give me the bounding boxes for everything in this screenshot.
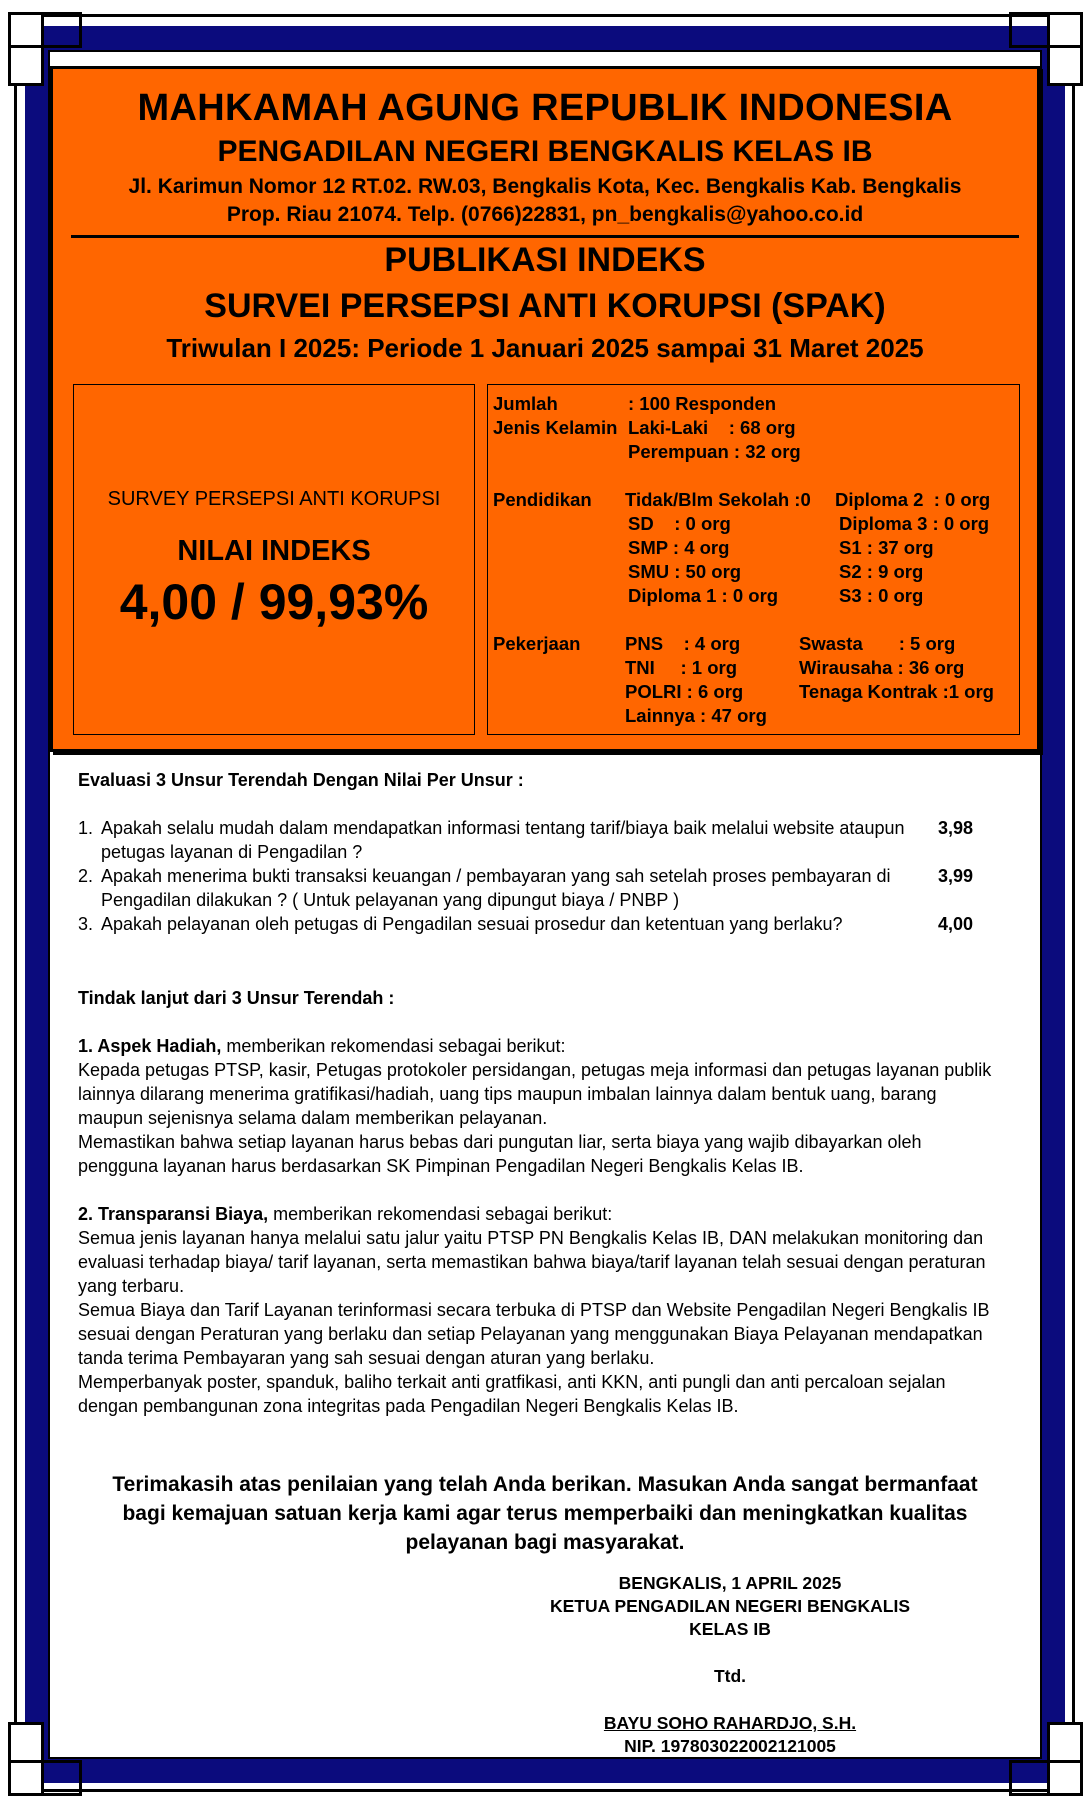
signatory-name: BAYU SOHO RAHARDJO, S.H. [603, 1713, 857, 1733]
address-line-2: Prop. Riau 21074. Telp. (0766)22831, pn_bengkalis@yahoo.co.id [226, 203, 864, 226]
jumlah-label: Jumlah [493, 393, 558, 414]
aspect-hadiah-paragraph: Memastikan bahwa setiap layanan harus bebas dari pungutan liar, serta biaya yang wajib dibayarkan oleh pengguna layanan harus berdasarkan SK Pimpinan Pengadilan Negeri Bengkalis Kelas IB. [78, 1132, 922, 1176]
respondent-stats-box [487, 384, 1020, 735]
education-item: S3 : 0 org [839, 585, 924, 606]
evaluation-item-text: Apakah selalu mudah dalam mendapatkan informasi tentang tarif/biaya baik melalui website ataupun petugas layanan di Pengadilan ? [101, 818, 905, 862]
education-item: S2 : 9 org [839, 561, 924, 582]
header-divider [71, 235, 1019, 238]
education-item: S1 : 37 org [839, 537, 934, 558]
evaluation-item-number: 1. [78, 818, 94, 838]
followup-heading: Tindak lanjut dari 3 Unsur Terendah : [78, 988, 395, 1008]
header-panel [50, 66, 1040, 752]
occupation-item: TNI : 1 org [625, 657, 738, 678]
occupation-item: Swasta : 5 org [799, 633, 956, 654]
signatory-nip: NIP. 197803022002121005 [624, 1736, 836, 1756]
evaluation-item [78, 864, 928, 912]
index-value: 4,00 / 99,93% [119, 574, 429, 630]
evaluation-item-score: 4,00 [938, 914, 974, 934]
signature-position: KELAS IB [689, 1619, 771, 1639]
occupation-item: POLRI : 6 org [625, 681, 744, 702]
index-box-label: SURVEY PERSEPSI ANTI KORUPSI [107, 488, 441, 510]
address-line-1: Jl. Karimun Nomor 12 RT.02. RW.03, Bengkalis Kota, Kec. Bengkalis Kab. Bengkalis [128, 175, 962, 198]
survey-title: SURVEI PERSEPSI ANTI KORUPSI (SPAK) [204, 287, 886, 325]
occupation-item: Lainnya : 47 org [625, 705, 767, 726]
education-item: Diploma 3 : 0 org [839, 513, 990, 534]
occupation-item: Tenaga Kontrak :1 org [799, 681, 994, 702]
gender-label: Jenis Kelamin [493, 417, 618, 438]
education-item: SMP : 4 org [628, 537, 730, 558]
evaluation-item-score: 3,98 [938, 818, 974, 838]
occupation-label: Pekerjaan [493, 633, 581, 654]
closing-message: Terimakasih atas penilaian yang telah Anda berikan. Masukan Anda sangat bermanfaat bagi kemajuan satuan kerja kami agar terus memperbaiki dan meningkatkan kualitas pelayanan bagi masyarakat. [112, 1473, 978, 1554]
evaluation-item-score: 3,99 [938, 866, 974, 886]
signature-ttd: Ttd. [713, 1666, 747, 1686]
evaluation-item [78, 912, 928, 936]
aspect-transparansi-paragraph: Semua jenis layanan hanya melalui satu jalur yaitu PTSP PN Bengkalis Kelas IB, DAN melakukan monitoring dan evaluasi terhadap biaya/ tarif layanan, serta memastikan bahwa biaya/tarif layanan telah sesuai dengan peraturan yang terbaru. [78, 1228, 986, 1296]
evaluation-item-text: Apakah pelayanan oleh petugas di Pengadilan sesuai prosedur dan ketentuan yang berlaku? [101, 914, 843, 934]
education-item: Tidak/Blm Sekolah :0 [625, 489, 811, 510]
education-item: Diploma 1 : 0 org [628, 585, 779, 606]
aspect-hadiah-paragraph: Kepada petugas PTSP, kasir, Petugas protokoler persidangan, petugas meja informasi dan petugas layanan publik lainnya dilarang menerima gratifikasi/hadiah, uang tips maupun imbalan lainnya dalam bentuk uang, barang maupun sejenisnya selama dalam memberikan pelayanan. [78, 1060, 992, 1128]
institution-title: MAHKAMAH AGUNG REPUBLIK INDONESIA [137, 87, 953, 129]
index-value-label: NILAI INDEKS [177, 535, 371, 567]
aspect-transparansi-section [78, 1202, 998, 1418]
aspect-transparansi-paragraph: Memperbanyak poster, spanduk, baliho terkait anti gratfikasi, anti KKN, anti pungli dan anti percaloan sejalan dengan pembangunan zona integritas pada Pengadilan Negeri Bengkalis Kelas IB. [78, 1372, 946, 1416]
evaluation-heading: Evaluasi 3 Unsur Terendah Dengan Nilai Per Unsur : [78, 770, 524, 790]
education-item: SMU : 50 org [628, 561, 742, 582]
evaluation-item-number: 2. [78, 866, 94, 886]
gender-female: Perempuan : 32 org [628, 441, 801, 462]
signature-position: KETUA PENGADILAN NEGERI BENGKALIS [549, 1596, 911, 1616]
evaluation-item-number: 3. [78, 914, 94, 934]
evaluation-item [78, 816, 928, 864]
occupation-item: Wirausaha : 36 org [799, 657, 965, 678]
aspect-transparansi-paragraph: Semua Biaya dan Tarif Layanan terinformasi secara terbuka di PTSP dan Website Pengadilan Negeri Bengkalis IB sesuai dengan Peraturan yang berlaku dan setiap Pelayanan yang menggunakan Biaya Pelayanan mendapatkan tanda terima Pembayaran yang sah sesuai dengan aturan yang berlaku. [78, 1300, 990, 1368]
occupation-item: PNS : 4 org [625, 633, 741, 654]
period-text: Triwulan I 2025: Periode 1 Januari 2025 sampai 31 Maret 2025 [166, 333, 924, 363]
aspect-hadiah-intro: memberikan rekomendasi sebagai berikut: [221, 1036, 566, 1056]
publication-title: PUBLIKASI INDEKS [384, 241, 706, 279]
aspect-transparansi-title: 2. Transparansi Biaya, [78, 1204, 269, 1224]
evaluation-item-text: Apakah menerima bukti transaksi keuangan / pembayaran yang sah setelah proses pembayaran di Pengadilan dilakukan ? ( Untuk pelayanan yang dipungut biaya / PNBP ) [101, 866, 891, 910]
signature-block [510, 1572, 950, 1758]
aspect-transparansi-intro: memberikan rekomendasi sebagai berikut: [268, 1204, 613, 1224]
gender-male: Laki-Laki : 68 org [628, 417, 796, 438]
education-label: Pendidikan [493, 489, 592, 510]
signature-place-date: BENGKALIS, 1 APRIL 2025 [618, 1573, 842, 1593]
index-score-box [73, 384, 475, 735]
jumlah-value: : 100 Responden [628, 393, 777, 414]
aspect-hadiah-section [78, 1034, 998, 1178]
education-item: SD : 0 org [628, 513, 731, 534]
aspect-hadiah-title: 1. Aspek Hadiah, [78, 1036, 222, 1056]
court-title: PENGADILAN NEGERI BENGKALIS KELAS IB [217, 135, 873, 168]
education-item: Diploma 2 : 0 org [835, 489, 991, 510]
